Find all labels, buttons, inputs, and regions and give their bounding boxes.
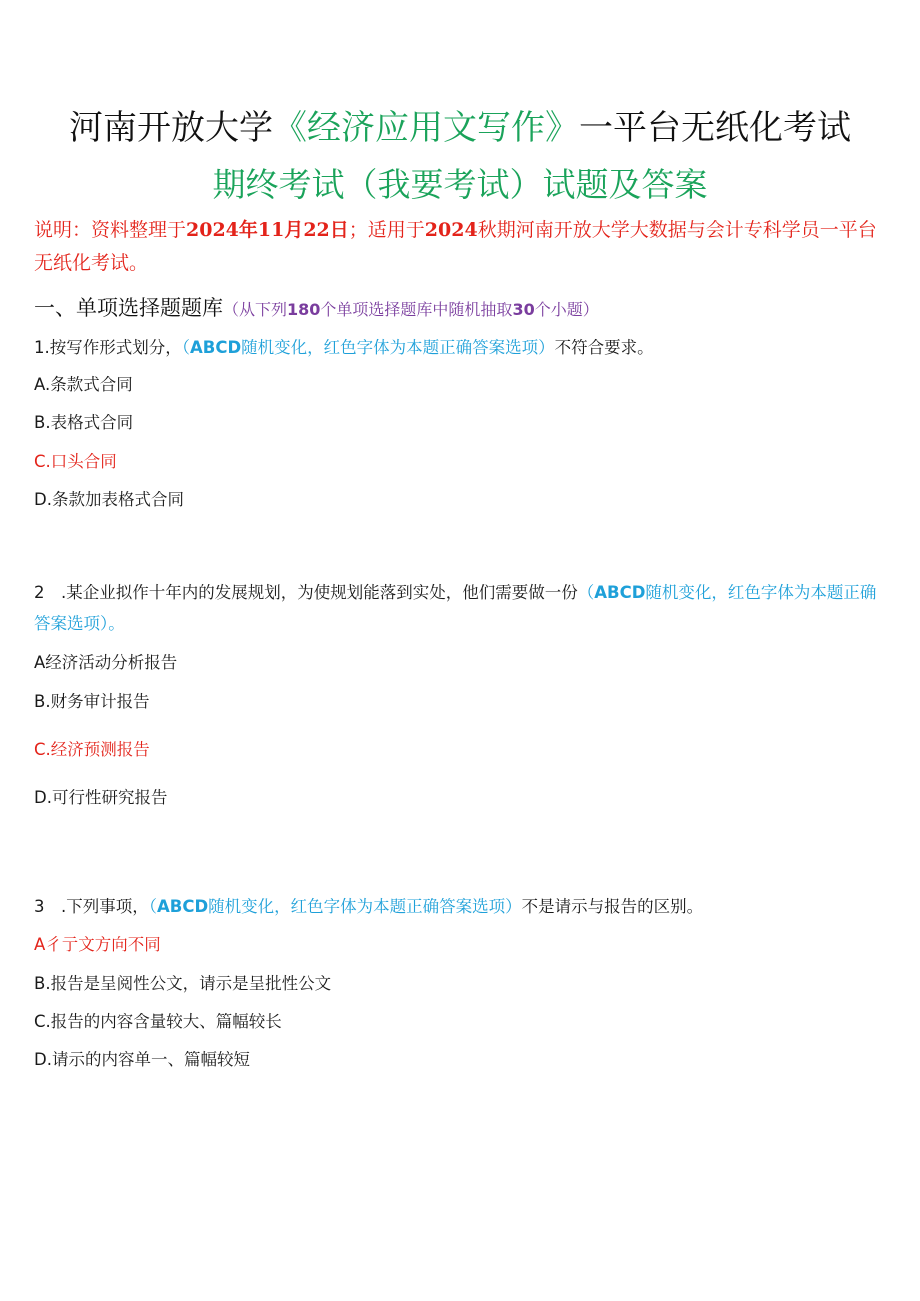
option-d: D.可行性研究报告 [34,788,168,807]
hint-bold: ABCD [594,583,646,602]
instructions-note [34,214,886,280]
stem-text: 1.按写作形式划分， [34,338,182,357]
option-d: D.请示的内容单一、篇幅较短 [34,1050,250,1069]
note-date: 2024年11月22日 [186,219,349,241]
note-middle: ；适用于 [348,219,425,241]
option-a: A.条款式合同 [34,375,133,394]
section-note-prefix: （从下列 [223,300,288,319]
option-d: D.条款加表格式合同 [34,490,184,509]
hint-bold: ABCD [157,897,209,916]
note-suffix: 秋期河南开放大学大数据与会计专科学员一平台无纸化考试。 [34,219,877,274]
hint-open: （ [181,338,190,357]
option-b: B.报告是呈阅性公文，请示是呈批性公文 [34,974,332,993]
question-stem [34,577,886,639]
section-note-count: 180 [287,300,321,319]
hint-rest: 随机变化，红色字体为本题正确答案选项） [241,338,555,357]
stem-text: 2 .某企业拟作十年内的发展规划，为使规划能落到实处，他们需要做一份 [34,583,578,602]
section-title: 一、单项选择题题库 [34,296,223,320]
hint-bold: ABCD [190,338,242,357]
question-stem [34,332,886,363]
section-note-pick: 30 [512,300,535,319]
question-stem [34,891,886,922]
section-note [223,300,599,319]
option-a-correct: A彳亍文方向不同 [34,935,161,954]
note-term: 2024 [424,219,478,241]
hint-open: （ [148,897,157,916]
section-heading [34,292,894,326]
option-c-correct: C.经济预测报告 [34,740,150,759]
hint-rest: 随机变化，红色字体为本题正确答案选项） [208,897,522,916]
option-b: B.表格式合同 [34,413,134,432]
hint-rest: 随机变化，红色字体为本题正确答案选项）。 [34,583,877,633]
answer-hint [182,338,555,357]
section-note-suffix: 个小题） [534,300,599,319]
title-course: 《经济应用文写作》 [273,108,579,148]
document-subtitle: 期终考试（我要考试）试题及答案 [212,165,708,204]
stem-text-after: 不符合要求。 [554,338,654,357]
stem-text-after: 不是请示与报告的区别。 [521,897,704,916]
section-note-middle: 个单项选择题库中随机抽取 [320,300,513,319]
document-title [0,104,920,152]
stem-text: 3 .下列事项， [34,897,149,916]
option-c: C.报告的内容含量较大、篇幅较长 [34,1012,282,1031]
note-prefix: 说明：资料整理于 [34,219,187,241]
option-a: A经济活动分析报告 [34,653,178,672]
hint-open: （ [577,583,595,602]
title-platform: 一平台无纸化考试 [579,108,851,148]
option-c-correct: C.口头合同 [34,452,117,471]
title-school: 河南开放大学 [69,108,273,148]
option-b: B.财务审计报告 [34,692,150,711]
answer-hint [149,897,522,916]
